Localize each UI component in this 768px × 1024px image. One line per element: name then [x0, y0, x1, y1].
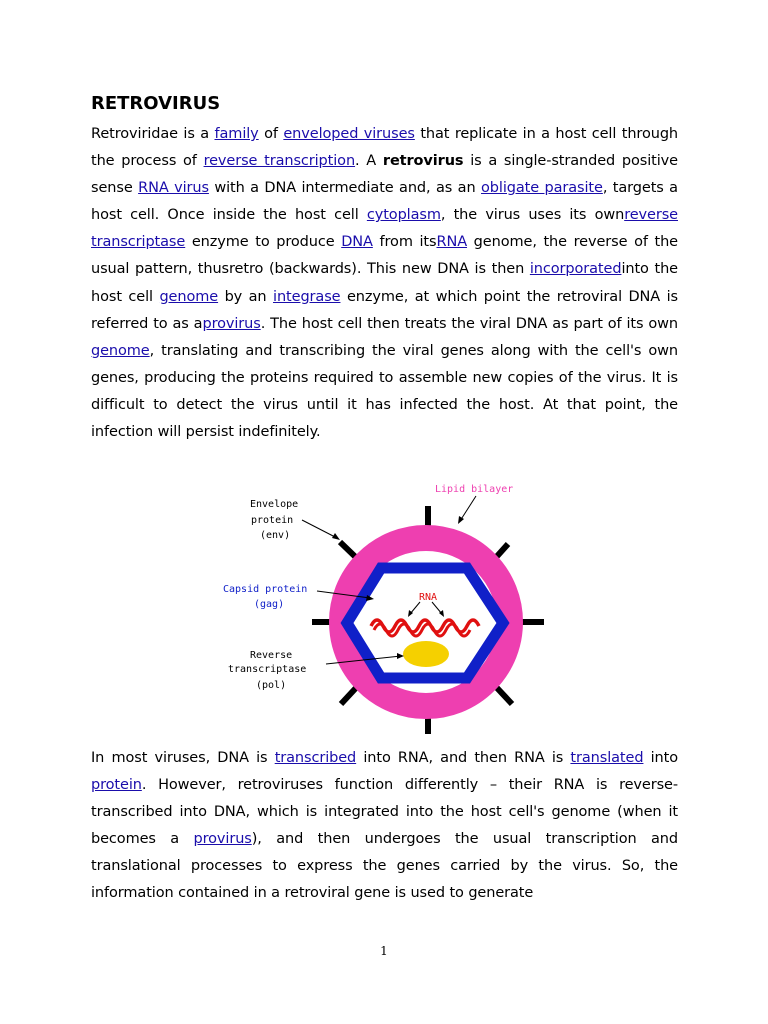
text: with a DNA intermediate and, as an	[208, 180, 482, 197]
text: genome, the reverse of the usual pattern, thusretro (backwards). This new DNA is then	[91, 234, 678, 278]
link-incorporated[interactable]: incorporated	[529, 261, 622, 278]
document-title: RETROVIRUS	[91, 93, 221, 114]
text: into the host cell	[91, 261, 678, 305]
link-reverse-transcription[interactable]: reverse transcription	[203, 153, 356, 170]
link-integrase[interactable]: integrase	[273, 288, 341, 305]
link-provirus[interactable]: provirus	[202, 315, 261, 332]
text: , translating and transcribing the viral genes along with the cell's own genes, producing the proteins required to assemble new copies of the virus. It is difficult to detect the virus until it has infected the host. At that point, the infection will persist indefinitely.	[91, 342, 678, 441]
text: , targets a host cell. Once inside the host cell	[91, 180, 678, 224]
text: is a single-stranded positive sense	[91, 153, 678, 197]
link-provirus-2[interactable]: provirus	[193, 831, 252, 848]
text: that replicate in a host cell through the process of	[91, 126, 679, 170]
label-rt-line2: transcriptase	[228, 664, 307, 675]
link-translated[interactable]: translated	[570, 750, 644, 766]
link-enveloped-viruses[interactable]: enveloped viruses	[283, 126, 415, 142]
text: enzyme to produce	[185, 234, 342, 251]
label-lipid-bilayer: Lipid bilayer	[435, 484, 514, 495]
text: into RNA, and then RNA is	[356, 750, 571, 766]
link-transcribed[interactable]: transcribed	[274, 750, 357, 766]
text: In most viruses, DNA is	[91, 750, 275, 766]
envelope-pointer	[302, 520, 337, 538]
label-envelope-line2: protein	[251, 515, 294, 526]
label-rna: RNA	[419, 592, 438, 603]
text: ), and then undergoes the usual transcription and translational processes to express the genes carried by the virus. So, the information contained in a retroviral gene is used to generate	[91, 831, 678, 902]
link-genome[interactable]: genome	[159, 288, 219, 305]
text: from its	[372, 234, 437, 251]
intro-paragraph	[91, 121, 678, 446]
link-family[interactable]: family	[214, 126, 259, 142]
text: enzyme, at which point the retroviral DNA is referred to as a	[91, 288, 678, 332]
retrovirus-diagram-svg	[214, 478, 554, 743]
label-capsid-line2: (gag)	[254, 599, 285, 610]
link-reverse-transcriptase[interactable]: reverse transcriptase	[91, 207, 678, 251]
page-number: 1	[380, 944, 388, 958]
lipid-pointer	[460, 496, 476, 521]
link-obligate-parasite[interactable]: obligate parasite	[481, 180, 603, 197]
text: , the virus uses its own	[440, 207, 625, 224]
bold-retrovirus: retrovirus	[382, 153, 464, 170]
text: . The host cell then treats the viral DNA as part of its own	[260, 315, 678, 332]
lipid-pointer-head	[458, 516, 464, 524]
label-envelope-line3: (env)	[260, 530, 291, 541]
label-envelope-line1: Envelope	[250, 499, 299, 510]
text: Retroviridae is a	[91, 126, 215, 142]
link-protein[interactable]: protein	[91, 777, 142, 794]
envelope-pointer-head	[332, 533, 340, 540]
reverse-transcriptase-enzyme	[403, 641, 449, 667]
link-rna[interactable]: RNA	[436, 234, 468, 251]
text: into	[643, 750, 679, 766]
link-cytoplasm[interactable]: cytoplasm	[366, 207, 441, 224]
retrovirus-diagram	[214, 478, 554, 743]
text: . A	[355, 153, 383, 170]
link-rna-virus[interactable]: RNA virus	[138, 180, 209, 197]
text: . However, retroviruses function differently – their RNA is reverse-transcribed into DNA, which is integrated into the host cell's genome (when it becomes a	[91, 777, 678, 848]
second-paragraph	[91, 745, 678, 908]
label-rt-line3: (pol)	[256, 680, 287, 691]
text: of	[258, 126, 284, 142]
label-rt-line1: Reverse	[250, 650, 293, 661]
text: by an	[218, 288, 274, 305]
link-genome-2[interactable]: genome	[91, 342, 150, 359]
link-dna[interactable]: DNA	[341, 234, 373, 251]
label-capsid-line1: Capsid protein	[223, 584, 308, 595]
